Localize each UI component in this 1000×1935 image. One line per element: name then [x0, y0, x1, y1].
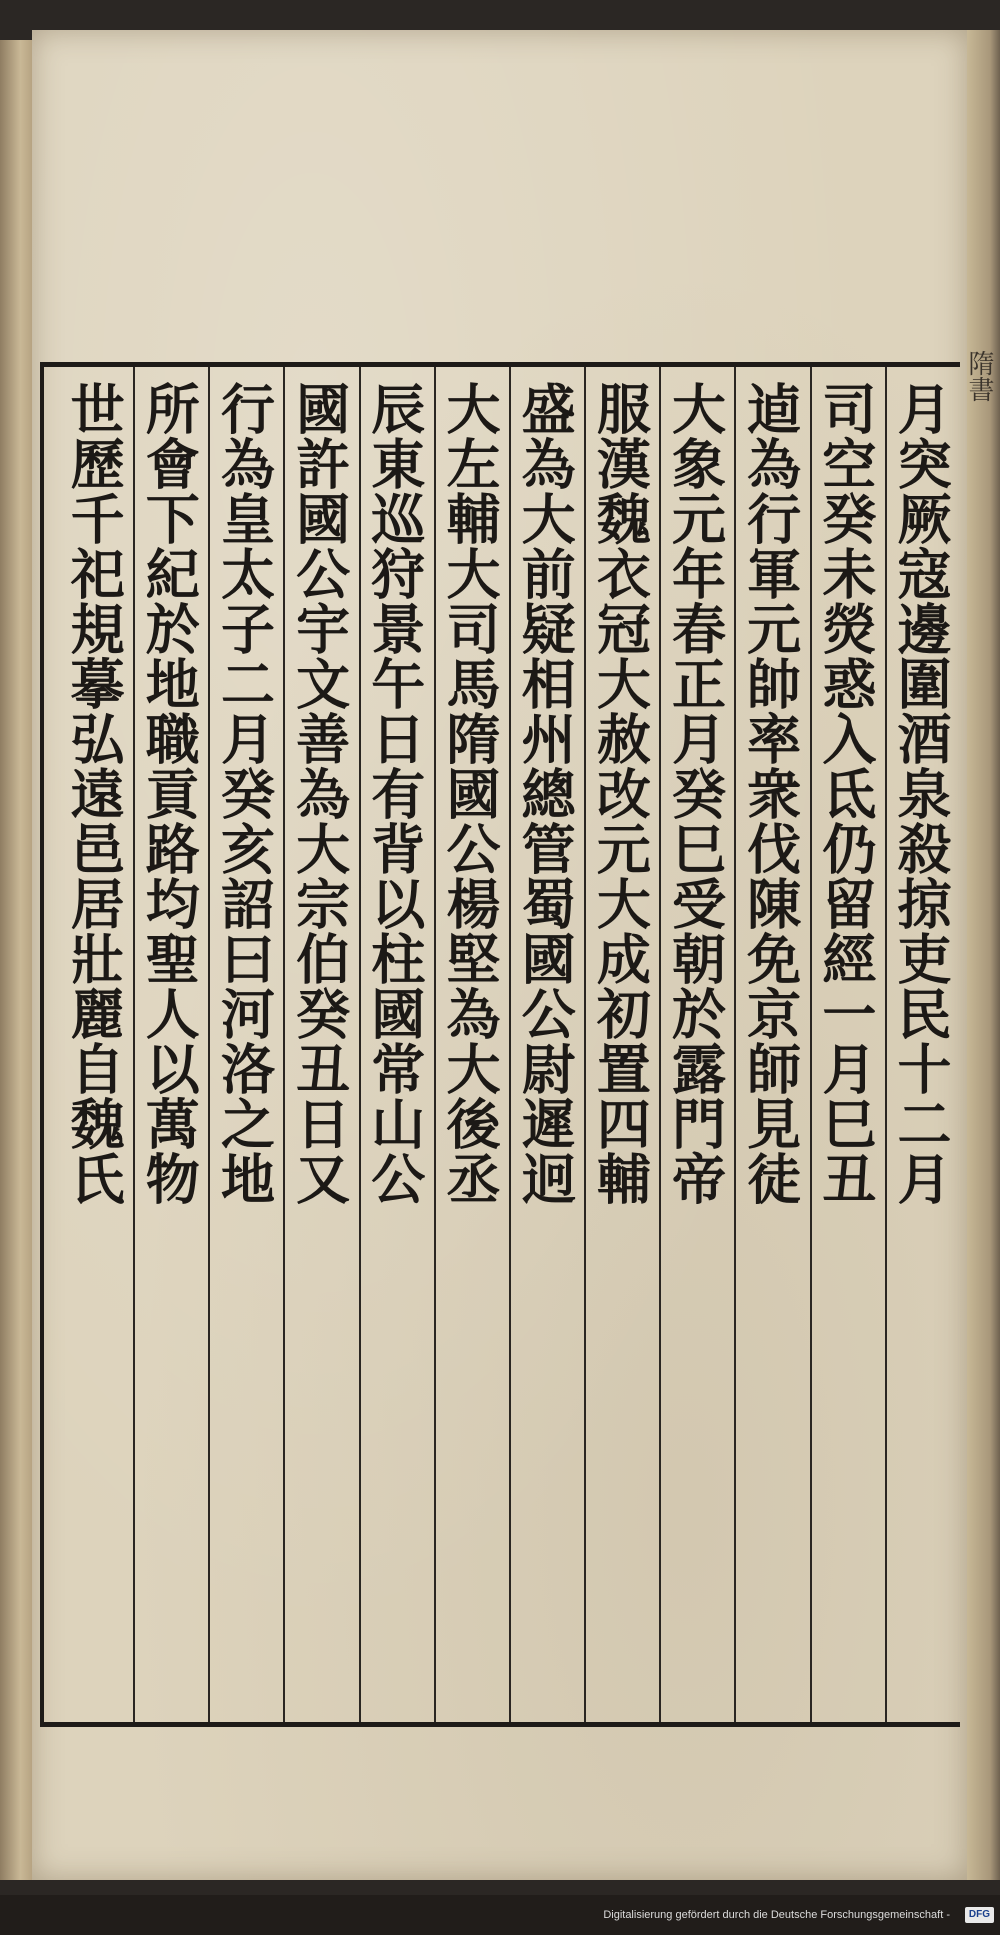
text-column-8: 辰東巡狩景午日有背以柱國常山公 — [359, 367, 434, 1722]
text-column-3: 逌為行軍元帥率衆伐陳免京師見徒 — [734, 367, 809, 1722]
footer-bar — [0, 1895, 1000, 1935]
text-block — [40, 362, 960, 1727]
margin-marker: 隋書 — [964, 350, 994, 402]
text-column-4: 大象元年春正月癸巳受朝於露門帝 — [659, 367, 734, 1722]
text-column-11: 所會下紀於地職貢路均聖人以萬物 — [133, 367, 208, 1722]
right-page-edge — [964, 30, 1000, 1880]
text-column-2: 司空癸未熒惑入氐仍留經一月巳丑 — [810, 367, 885, 1722]
left-page-edge — [0, 40, 34, 1880]
text-column-1: 月突厥寇邊圍酒泉殺掠吏民十二月 — [885, 367, 960, 1722]
text-column-12: 世歷千祀規摹弘遠邑居壯麗自魏氏 — [62, 381, 127, 1206]
text-columns — [58, 367, 960, 1722]
text-column-5: 服漢魏衣冠大赦改元大成初置四輔 — [584, 367, 659, 1722]
funding-credit: Digitalisierung gefördert durch die Deutsche Forschungsgemeinschaft - — [603, 1909, 950, 1921]
text-column-7: 大左輔大司馬隋國公楊堅為大後丞 — [434, 367, 509, 1722]
dfg-logo: DFG — [965, 1907, 994, 1923]
text-column-6: 盛為大前疑相州總管蜀國公尉遲迥 — [509, 367, 584, 1722]
text-column-10: 行為皇太子二月癸亥詔曰河洛之地 — [208, 367, 283, 1722]
text-column-9: 國許國公宇文善為大宗伯癸丑日又 — [283, 367, 358, 1722]
